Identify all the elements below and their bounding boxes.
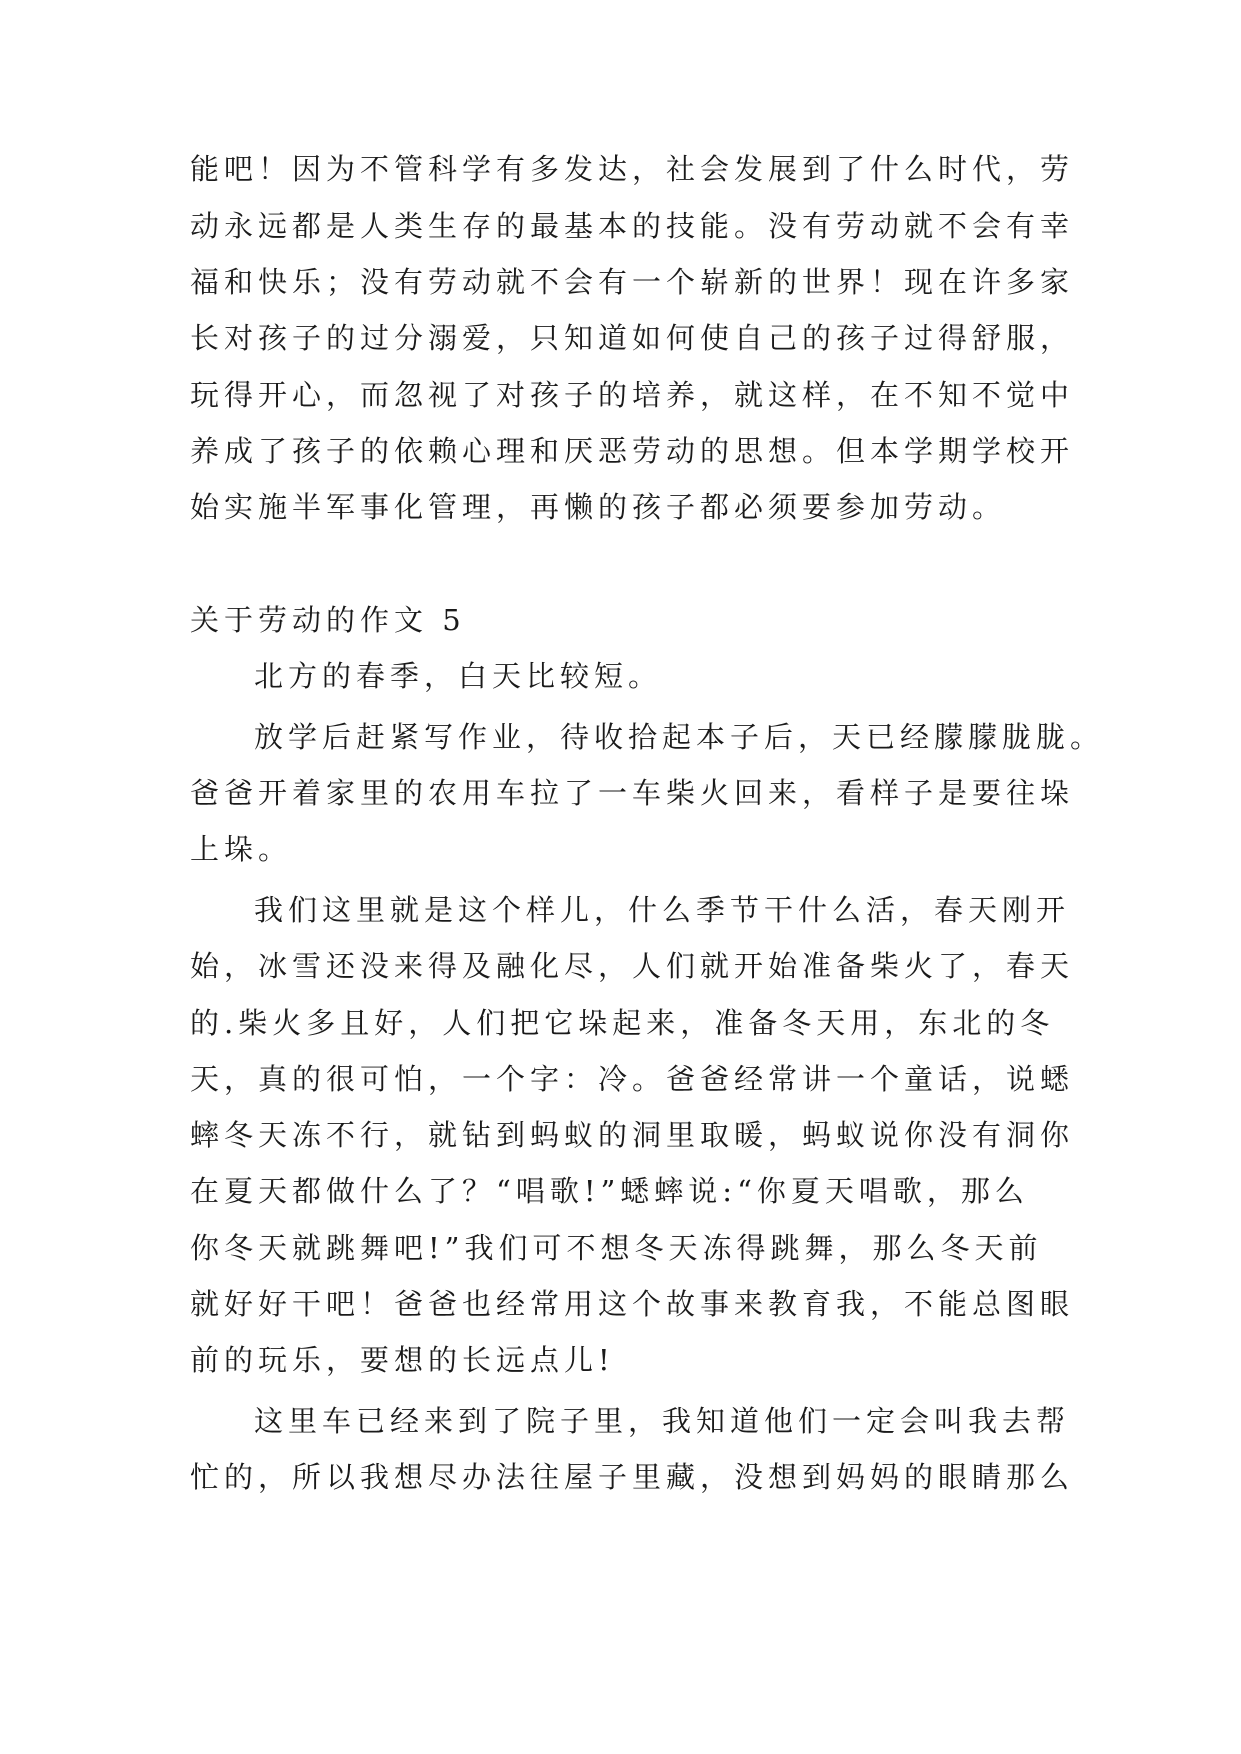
paragraph-line: 蟀冬天冻不行，就钻到蚂蚁的洞里取暖，蚂蚁说你没有洞你 (190, 1118, 1075, 1152)
paragraph-line: 在夏天都做什么了？“唱歌!”蟋蟀说:“你夏天唱歌，那么 (190, 1174, 1029, 1208)
paragraph-line: 玩得开心，而忽视了对孩子的培养，就这样，在不知不觉中 (190, 378, 1075, 412)
paragraph-line: 天，真的很可怕，一个字：冷。爸爸经常讲一个童话，说蟋 (190, 1062, 1075, 1096)
paragraph-line: 能吧！因为不管科学有多发达，社会发展到了什么时代，劳 (190, 152, 1075, 186)
paragraph-line: 这里车已经来到了院子里，我知道他们一定会叫我去帮 (254, 1404, 1071, 1438)
paragraph-line: 始，冰雪还没来得及融化尽，人们就开始准备柴火了，春天 (190, 949, 1075, 983)
paragraph-line: 放学后赶紧写作业，待收拾起本子后，天已经朦朦胧胧。 (254, 720, 1105, 754)
paragraph-line: 长对孩子的过分溺爱，只知道如何使自己的孩子过得舒服， (190, 321, 1075, 355)
paragraph-line: 动永远都是人类生存的最基本的技能。没有劳动就不会有幸 (190, 209, 1075, 243)
paragraph-line: 福和快乐；没有劳动就不会有一个崭新的世界！现在许多家 (190, 265, 1075, 299)
paragraph-line: 养成了孩子的依赖心理和厌恶劳动的思想。但本学期学校开 (190, 434, 1075, 468)
paragraph-line: 爸爸开着家里的农用车拉了一车柴火回来，看样子是要往垛 (190, 776, 1075, 810)
paragraph-line: 北方的春季，白天比较短。 (254, 659, 663, 693)
paragraph-line: 始实施半军事化管理，再懒的孩子都必须要参加劳动。 (190, 490, 1007, 524)
paragraph-line: 就好好干吧！爸爸也经常用这个故事来教育我，不能总图眼 (190, 1287, 1075, 1321)
paragraph-line: 前的玩乐，要想的长远点儿! (190, 1343, 615, 1377)
paragraph-line: 我们这里就是这个样儿，什么季节干什么活，春天刚开 (254, 893, 1071, 927)
paragraph-line: 你冬天就跳舞吧!”我们可不想冬天冻得跳舞，那么冬天前 (190, 1231, 1043, 1265)
section-heading: 关于劳动的作文 5 (190, 603, 466, 637)
paragraph-line: 忙的，所以我想尽办法往屋子里藏，没想到妈妈的眼睛那么 (190, 1460, 1075, 1494)
paragraph-line: 上垛。 (190, 832, 293, 866)
paragraph-line: 的.柴火多且好，人们把它垛起来，准备冬天用，东北的冬 (190, 1006, 1055, 1040)
